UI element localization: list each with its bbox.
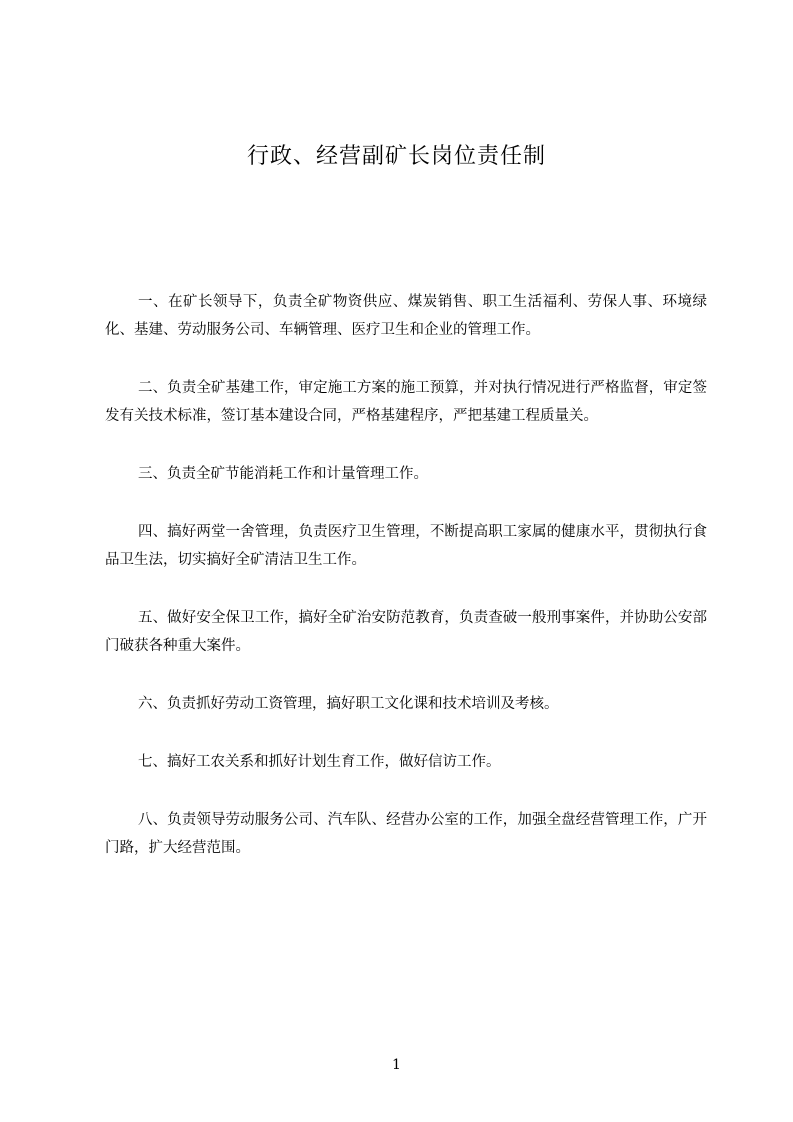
paragraph-6: 六、负责抓好劳动工资管理，搞好职工文化课和技术培训及考核。	[138, 696, 559, 712]
document-title: 行政、经营副矿长岗位责任制	[246, 144, 546, 169]
paragraph-7: 七、搞好工农关系和抓好计划生育工作，做好信访工作。	[138, 754, 501, 770]
page-number: 1	[392, 1057, 401, 1073]
paragraph-8: 八、负责领导劳动服务公司、汽车队、经营办公室的工作，加强全盘经营管理工作，广开门路，扩大经营范围。	[105, 812, 707, 856]
paragraph-1: 一、在矿长领导下，负责全矿物资供应、煤炭销售、职工生活福利、劳保人事、环境绿化、基建、劳动服务公司、车辆管理、医疗卫生和企业的管理工作。	[105, 294, 707, 338]
paragraph-3: 三、负责全矿节能消耗工作和计量管理工作。	[138, 466, 428, 482]
paragraph-4: 四、搞好两堂一舍管理，负责医疗卫生管理，不断提高职工家属的健康水平，贯彻执行食品卫生法，切实搞好全矿清洁卫生工作。	[105, 524, 707, 568]
paragraph-5: 五、做好安全保卫工作，搞好全矿治安防范教育，负责查破一般刑事案件，并协助公安部门破获各种重大案件。	[105, 610, 707, 654]
document-body	[105, 288, 707, 892]
paragraph-2: 二、负责全矿基建工作，审定施工方案的施工预算，并对执行情况进行严格监督，审定签发有关技术标准，签订基本建设合同，严格基建程序，严把基建工程质量关。	[105, 380, 707, 424]
